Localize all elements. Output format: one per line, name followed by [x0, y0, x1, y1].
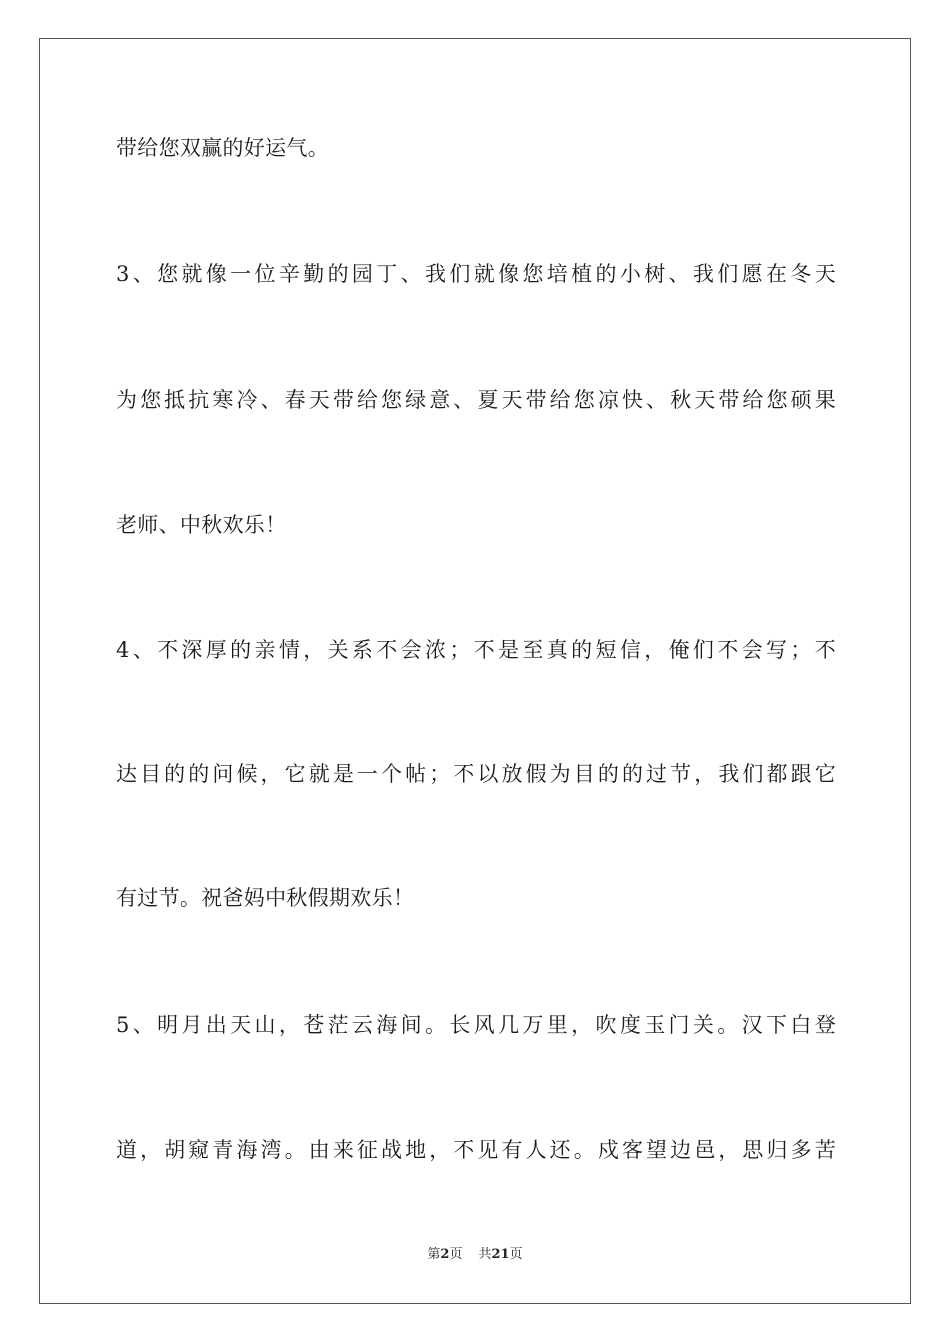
paragraph-line-1: 带给您双赢的好运气。: [116, 136, 329, 160]
paragraph-line-4: 老师、中秋欢乐！: [116, 513, 287, 537]
paragraph-line-7: 有过节。祝爸妈中秋假期欢乐！: [116, 886, 415, 910]
paragraph-line-2: 3、您就像一位辛勤的园丁、我们就像您培植的小树、我们愿在冬天: [116, 262, 836, 286]
paragraph-line-3: 为您抵抗寒冷、春天带给您绿意、夏天带给您凉快、秋天带给您硕果: [116, 388, 836, 412]
page-border: [39, 38, 911, 1304]
total-pages-number: 21: [491, 1247, 510, 1262]
page-number-suffix: 页: [449, 1247, 463, 1262]
paragraph-line-5: 4、不深厚的亲情，关系不会浓；不是至真的短信，俺们不会写；不: [116, 638, 836, 662]
current-page-number: 2: [440, 1247, 450, 1262]
paragraph-line-8: 5、明月出天山，苍茫云海间。长风几万里，吹度玉门关。汉下白登: [116, 1013, 836, 1037]
paragraph-line-6: 达目的的问候，它就是一个帖；不以放假为目的的过节，我们都跟它: [116, 762, 836, 786]
page-number-prefix: 第: [427, 1247, 441, 1262]
page-footer: [0, 1246, 950, 1264]
total-pages-prefix: 共: [478, 1247, 492, 1262]
total-pages-suffix: 页: [509, 1247, 523, 1262]
paragraph-line-9: 道，胡窥青海湾。由来征战地，不见有人还。戍客望边邑，思归多苦: [116, 1138, 836, 1162]
